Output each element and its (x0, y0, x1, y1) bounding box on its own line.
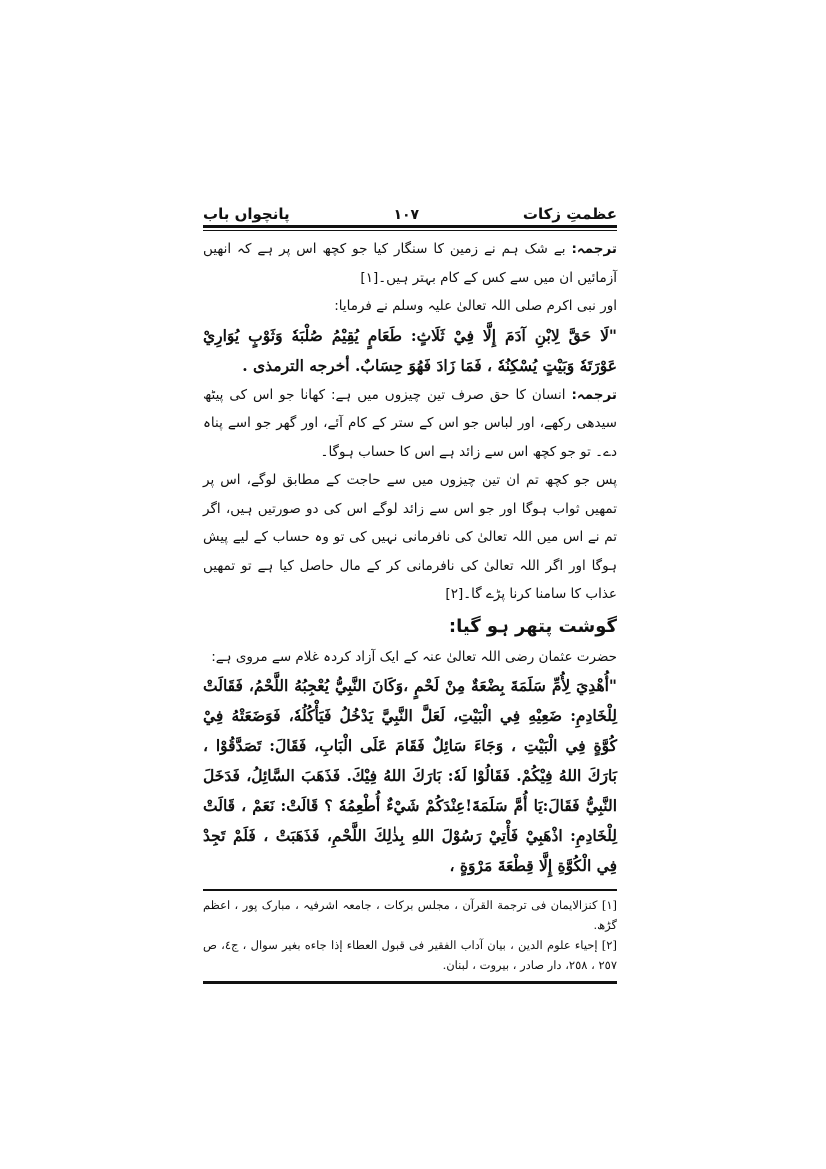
page-number: ١٠٧ (393, 207, 420, 223)
bottom-rule (203, 981, 617, 984)
page-body (203, 231, 617, 881)
translation-label: ترجمہ: (571, 241, 617, 257)
footnote-separator (203, 889, 617, 891)
intro-paragraph: اور نبی اکرم صلی اللہ تعالیٰ علیہ وسلم نے فرمایا: (334, 298, 617, 314)
translation-label: ترجمہ: (571, 386, 617, 403)
header-chapter-title: پانچواں باب (203, 205, 290, 223)
translation-paragraph-1 (203, 235, 617, 292)
footnote-2: [٢] إحياء علوم الدين ، بيان آداب الفقير فی قبول العطاء إذا جاءه بغير سوال ، ج٤، ص ٢٥٧ ، ٢٥٨، دار صادر ، بيروت ، لبنان. (203, 938, 617, 972)
translation-text: انسان کا حق صرف تین چیزوں میں ہے: کھانا جو اس کی پیٹھ سیدھی رکھے، اور لباس جو اس کے ستر کے کام آئے، اور گھر جو اسے پناہ دے۔ تو جو کچھ اس سے زائد ہے اس کا حساب ہوگا۔ (203, 386, 617, 460)
translation-text: بے شک ہم نے زمین کا سنگار کیا جو کچھ اس پر ہے کہ انھیں آزمائیں ان میں سے کس کے کام بہتر ہیں۔[١] (203, 241, 617, 286)
header-rule-thick (203, 225, 617, 228)
footnote-1: [١] کنزالایمان فی ترجمة القرآن ، مجلس برکات ، جامعہ اشرفیہ ، مبارک پور ، اعظم گڑھ. (203, 898, 617, 932)
page-header (203, 197, 617, 223)
section-heading: گوشت پتھر ہو گیا: (448, 615, 617, 637)
explanation-paragraph: پس جو کچھ تم ان تین چیزوں میں سے حاجت کے مطابق لوگے، اس پر تمھیں ثواب ہوگا اور جو اس سے زائد لوگے اس کی دو صورتیں ہیں، اگر تم نے اس میں اللہ تعالیٰ کی نافرمانی نہیں کی تو وہ حساب کے لیے پیش ہوگا اور اگر اللہ تعالیٰ کی نافرمانی کر کے مال حاصل کیا ہے تو تمھیں عذاب کا سامنا کرنا پڑے گا۔[٢] (203, 472, 617, 602)
hadith-arabic-1: "لَا حَقَّ لِابْنِ آدَمَ إِلَّا فِيْ ثَلَاثٍ: طَعَامٍ يُقِيْمُ صُلْبَهٗ وَثَوْبٍ يُوَارِيْ عَوْرَتَهٗ وَبَيْتٍ يُسْكِنُهٗ ، فَمَا زَادَ فَهُوَ حِسَابٌ. أخرجه الترمذی . (203, 325, 617, 375)
hadith-arabic-2: "أُهْدِيَ لِأُمِّ سَلَمَةَ بِضْعَةٌ مِنْ لَحْمٍ ،وَكَانَ النَّبِيُّ يُعْجِبُهُ اللَّحْمُ، فَقَالَتْ لِلْخَادِمِ: ضَعِيْهِ فِي الْبَيْتِ، لَعَلَّ النَّبِيَّ يَدْخُلُ فَيَأْكُلُهٗ، فَوَضَعَتْهُ فِيْ كُوَّةٍ فِي الْبَيْتِ ، وَجَاءَ سَائِلٌ فَقَامَ عَلَى الْبَابِ، فَقَالَ: تَصَدَّقُوْا ، بَارَكَ اللهُ فِيْكُمْ. فَقَالُوْا لَهٗ: بَارَكَ اللهُ فِيْكَ. فَذَهَبَ السَّائِلُ، فَدَخَلَ النَّبِيُّ فَقَالَ:يَا أُمَّ سَلَمَةَ!عِنْدَكُمْ شَيْءٌ أُطْعِمُهٗ ؟ قَالَتْ: نَعَمْ ، قَالَتْ لِلْخَادِمِ: اذْهَبِيْ فَأْتِيْ رَسُوْلَ اللهِ بِذٰلِكَ اللَّحْمِ، فَذَهَبَتْ ، فَلَمْ تَجِدْ فِي الْكُوَّةِ إِلَّا قِطْعَةَ مَرْوَةٍ ، (203, 676, 617, 875)
narration-intro: حضرت عثمان رضی اللہ تعالیٰ عنہ کے ایک آزاد کردہ غلام سے مروی ہے: (211, 648, 617, 665)
translation-paragraph-2 (203, 381, 617, 467)
book-page (203, 197, 617, 984)
header-book-title: عظمتِ زکات (522, 205, 617, 223)
footnotes (203, 895, 617, 975)
